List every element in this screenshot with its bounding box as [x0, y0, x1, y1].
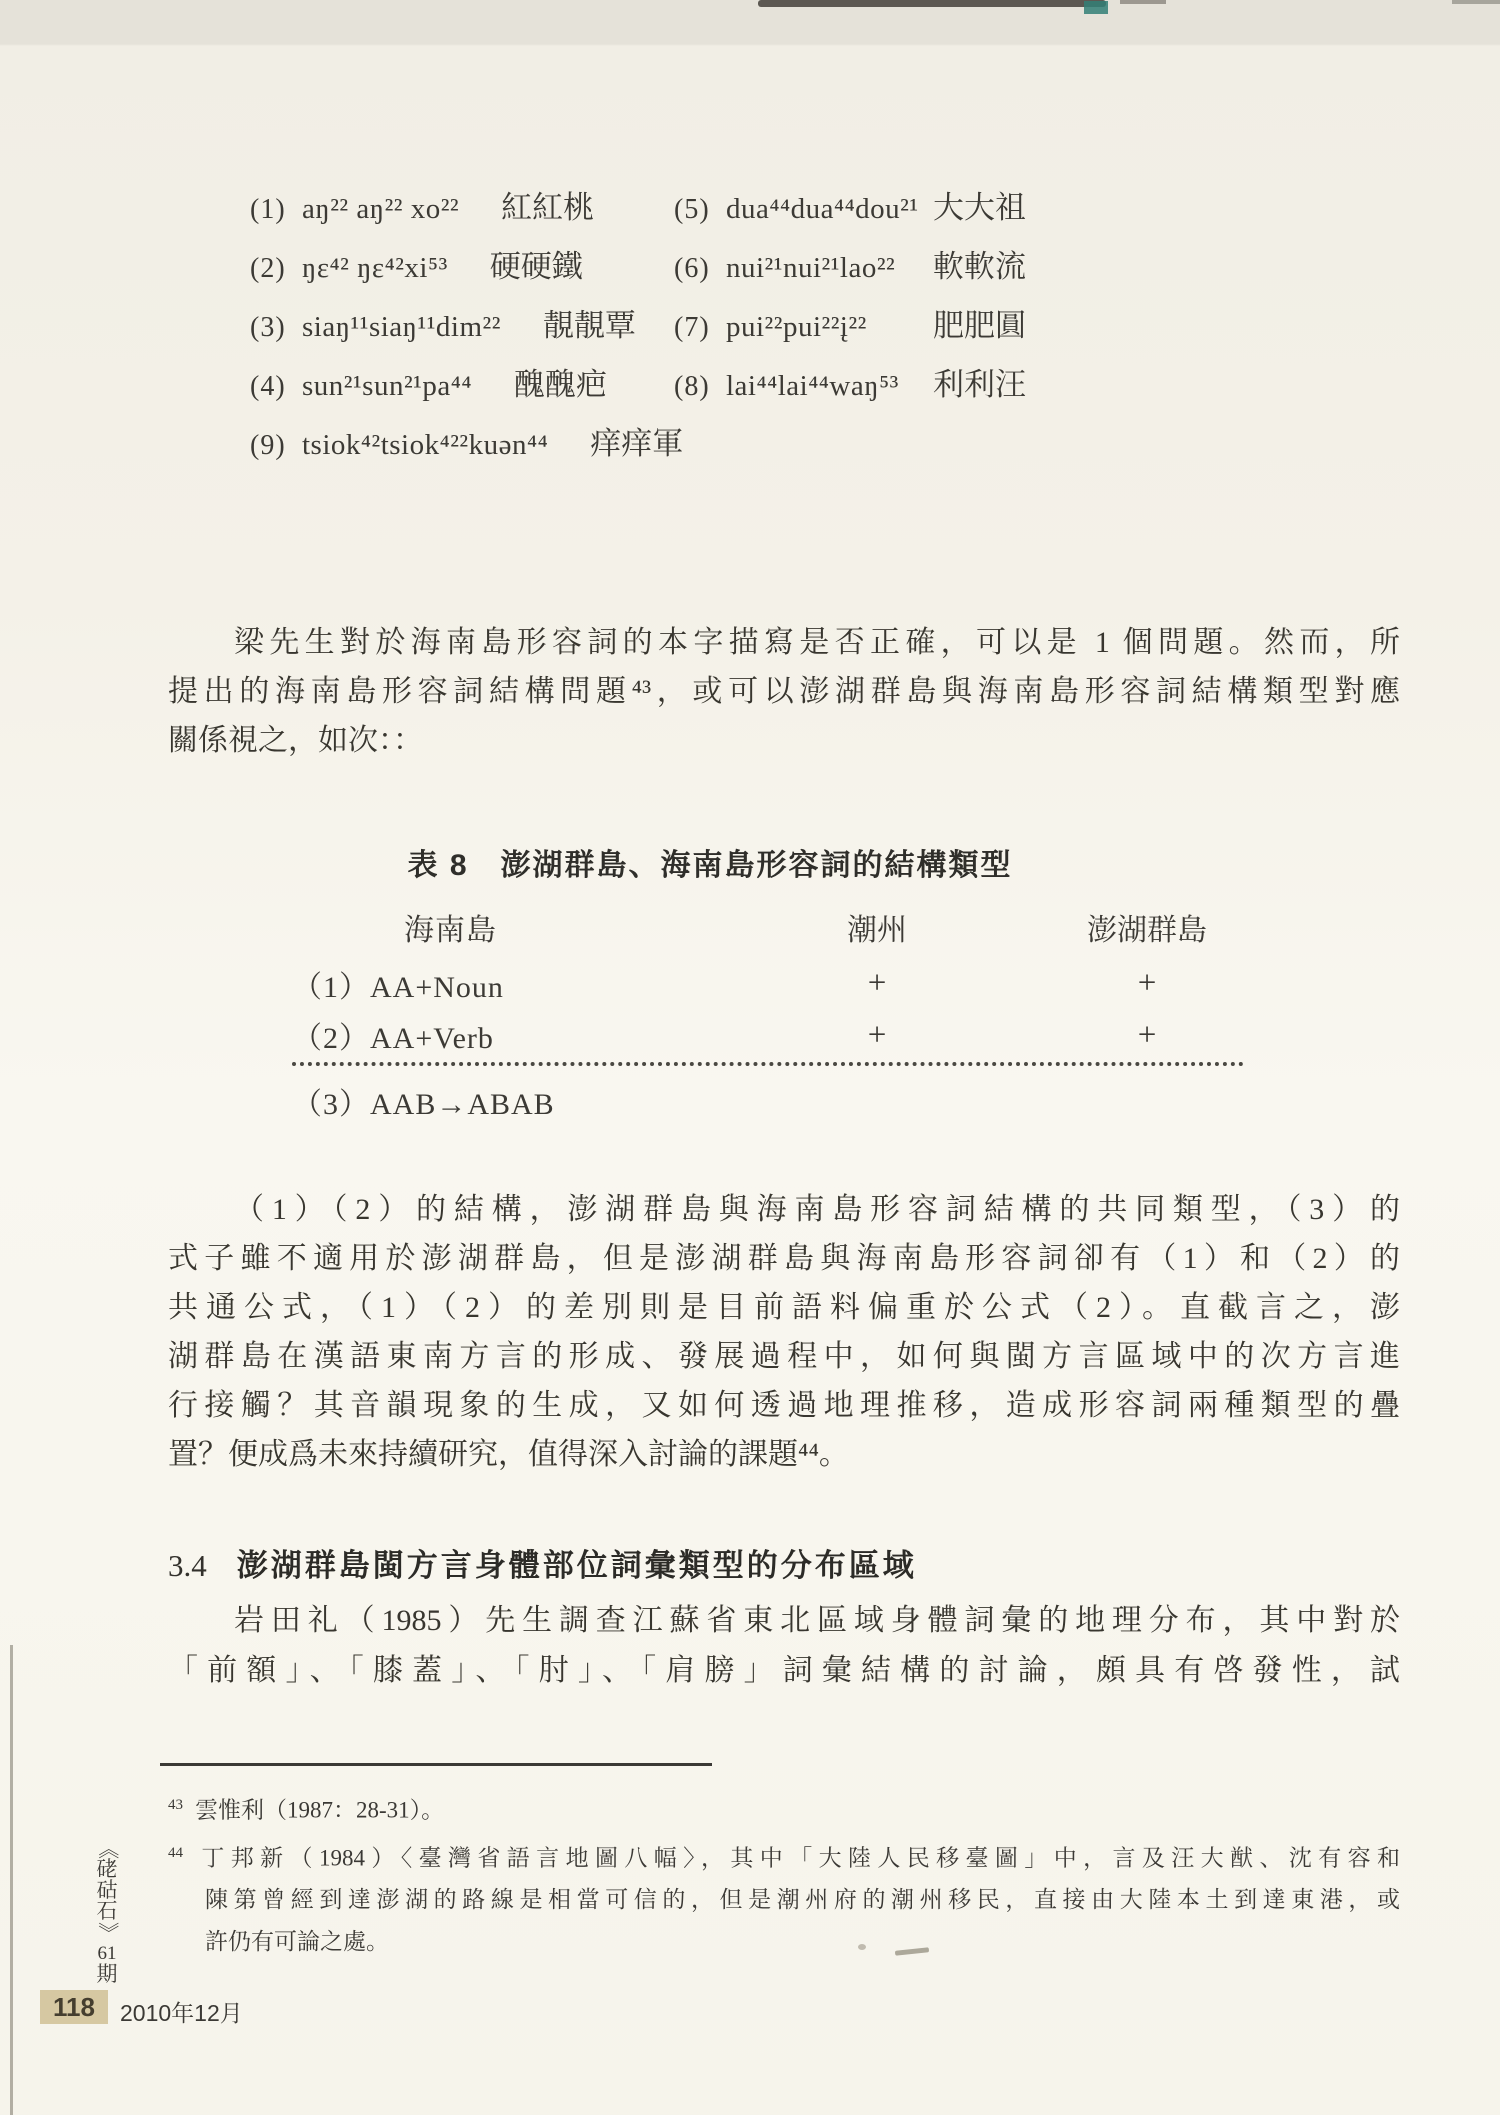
gloss-text: 醜醜疤: [513, 367, 607, 402]
text-line: 置？便成爲未來持續研究，值得深入討論的課題⁴⁴。: [168, 1438, 849, 1471]
journal-char: 𥑮: [96, 1878, 118, 1902]
phonetic-text: siaŋ¹¹siaŋ¹¹dim²²: [302, 311, 501, 343]
column-header-chaozhou: 潮州: [847, 913, 907, 947]
gloss-text: 軟軟流: [933, 249, 1026, 284]
footnote-44-continued: 陳第曾經到達澎湖的路線是相當可信的，但是潮州府的潮州移民，直接由大陸本土到達東港，或: [205, 1887, 1400, 1913]
gloss-text: 紅紅桃: [501, 190, 595, 225]
example-item: [674, 359, 1026, 404]
example-number: (1): [250, 194, 286, 225]
body-paragraph-1: [168, 618, 1400, 765]
text-line: 梁先生對於海南島形容詞的本字描寫是否正確，可以是 1 個問題。然而，所: [234, 626, 1400, 659]
text-line: 提出的海南島形容詞結構問題⁴³，或可以澎湖群島與海南島形容詞結構類型對應: [168, 675, 1400, 708]
row-label: （3）AAB→ABAB: [292, 1088, 555, 1121]
example-list: [250, 182, 1340, 477]
example-item: [674, 300, 1026, 345]
footnote-number: 44: [168, 1844, 183, 1861]
example-item: [250, 359, 674, 404]
body-paragraph-2: [168, 1185, 1400, 1479]
journal-char: 硓: [96, 1857, 118, 1881]
scan-artifact-bar: [1452, 0, 1500, 4]
phonetic-text: ŋε⁴² ŋε⁴²xi⁵³: [302, 252, 448, 284]
phonetic-text: dua⁴⁴dua⁴⁴dou²¹: [726, 193, 919, 225]
dotted-divider: [292, 1062, 1244, 1066]
example-item: [674, 182, 1026, 227]
footnote-text: 雲惟利（1987：28-31）。: [195, 1797, 445, 1823]
footnote-text: 丁邦新（1984）〈臺灣省語言地圖八幅〉，其中「大陸人民移臺圖」中，言及汪大猷、沈有容和: [195, 1845, 1400, 1871]
issue-date: 2010年12月: [120, 2000, 243, 2026]
plus-sign-cell: +: [1137, 965, 1157, 1001]
phonetic-text: aŋ²² aŋ²² xo²²: [302, 193, 460, 225]
text-line: 「前額」、「膝蓋」、「肘」、「肩膀」詞彙結構的討論，頗具有啓發性，試: [168, 1654, 1400, 1687]
example-number: (7): [674, 312, 710, 343]
example-item: [250, 418, 684, 463]
footnote-divider: [160, 1763, 712, 1766]
example-number: (5): [674, 194, 710, 225]
gloss-text: 肥肥圓: [933, 308, 1026, 343]
footnote-area: [168, 1784, 1400, 1963]
example-number: (4): [250, 371, 286, 402]
journal-title-vertical: [86, 1838, 128, 1985]
text-line: 關係視之，如次：：: [168, 724, 423, 757]
column-header-hainan: 海南島: [404, 913, 497, 947]
journal-char: 》: [95, 1922, 120, 1943]
gloss-text: 大大祖: [933, 190, 1026, 225]
gloss-text: 靚靚覃: [542, 308, 636, 343]
page-number-badge: 118: [40, 1990, 108, 2024]
plus-sign-cell: +: [867, 965, 887, 1001]
phonetic-text: tsiok⁴²tsiok⁴²²kuən⁴⁴: [302, 429, 549, 461]
page-edge-shadow: [10, 1645, 13, 2115]
table-title: 表 8 澎湖群島、海南島形容詞的結構類型: [407, 849, 1013, 882]
footnote-number: 43: [168, 1797, 183, 1813]
example-column-left: [250, 182, 684, 477]
body-paragraph-3: [168, 1596, 1400, 1696]
example-number: (2): [250, 253, 286, 284]
row-label: （2）AA+Verb: [292, 1022, 494, 1055]
phonetic-text: nui²¹nui²¹lao²²: [726, 252, 896, 284]
section-heading: [168, 1540, 917, 1585]
text-line: 湖群島在漢語東南方言的形成、發展過程中，如何與閩方言區域中的次方言進: [168, 1340, 1400, 1373]
footnote-44-continued: 許仍有可論之處。: [205, 1929, 389, 1955]
phonetic-text: pui²²pui²²į²²: [726, 311, 867, 343]
gloss-text: 痒痒軍: [590, 426, 684, 461]
example-number: (6): [674, 253, 710, 284]
example-item: [674, 241, 1026, 286]
plus-sign-cell: +: [867, 1016, 887, 1053]
example-column-right: [674, 182, 1026, 477]
row-label: （1）AA+Noun: [292, 970, 504, 1004]
text-line: 式子雖不適用於澎湖群島，但是澎湖群島與海南島形容詞卻有（1）和（2）的: [168, 1242, 1400, 1275]
example-number: (3): [250, 312, 286, 343]
phonetic-text: lai⁴⁴lai⁴⁴waŋ⁵³: [726, 370, 899, 402]
column-header-penghu: 澎湖群島: [1087, 913, 1207, 947]
scan-artifact-teal-chip: [1084, 1, 1108, 14]
section-title: 澎湖群島閩方言身體部位詞彙類型的分布區域: [236, 1548, 917, 1583]
journal-char: 期: [96, 1962, 118, 1986]
text-line: 共通公式，（1）（2）的差別則是目前語料偏重於公式（2）。直截言之，澎: [168, 1291, 1400, 1324]
footnote-43: [168, 1784, 1400, 1832]
table-row: [292, 1012, 1312, 1058]
phonetic-text: sun²¹sun²¹pa⁴⁴: [302, 370, 472, 402]
scan-artifact-bar: [1120, 0, 1166, 4]
scan-artifact-bar: [758, 0, 1106, 7]
example-number: (8): [674, 371, 710, 402]
gloss-text: 利利汪: [933, 367, 1026, 402]
example-number: (9): [250, 430, 286, 461]
table-8: [292, 898, 1312, 1126]
example-item: [250, 300, 674, 345]
table-row: [292, 1076, 1312, 1126]
journal-char: 《: [95, 1838, 120, 1859]
text-line: 岩田礼（1985）先生調查江蘇省東北區域身體詞彙的地理分布，其中對於: [234, 1604, 1400, 1637]
example-item: [250, 241, 674, 286]
table-row: [292, 955, 1312, 1012]
text-line: （1）（2）的結構，澎湖群島與海南島形容詞結構的共同類型，（3）的: [234, 1193, 1400, 1226]
gloss-text: 硬硬鐵: [489, 249, 583, 284]
table-header-row: [292, 898, 1312, 955]
journal-issue-number: 61: [97, 1943, 117, 1964]
footnote-44: [168, 1832, 1400, 1880]
section-number: 3.4: [168, 1548, 207, 1583]
example-item: [250, 182, 674, 227]
plus-sign-cell: +: [1137, 1016, 1157, 1053]
journal-char: 石: [96, 1899, 118, 1923]
text-line: 行接觸？其音韻現象的生成，又如何透過地理推移，造成形容詞兩種類型的疊: [168, 1389, 1400, 1422]
